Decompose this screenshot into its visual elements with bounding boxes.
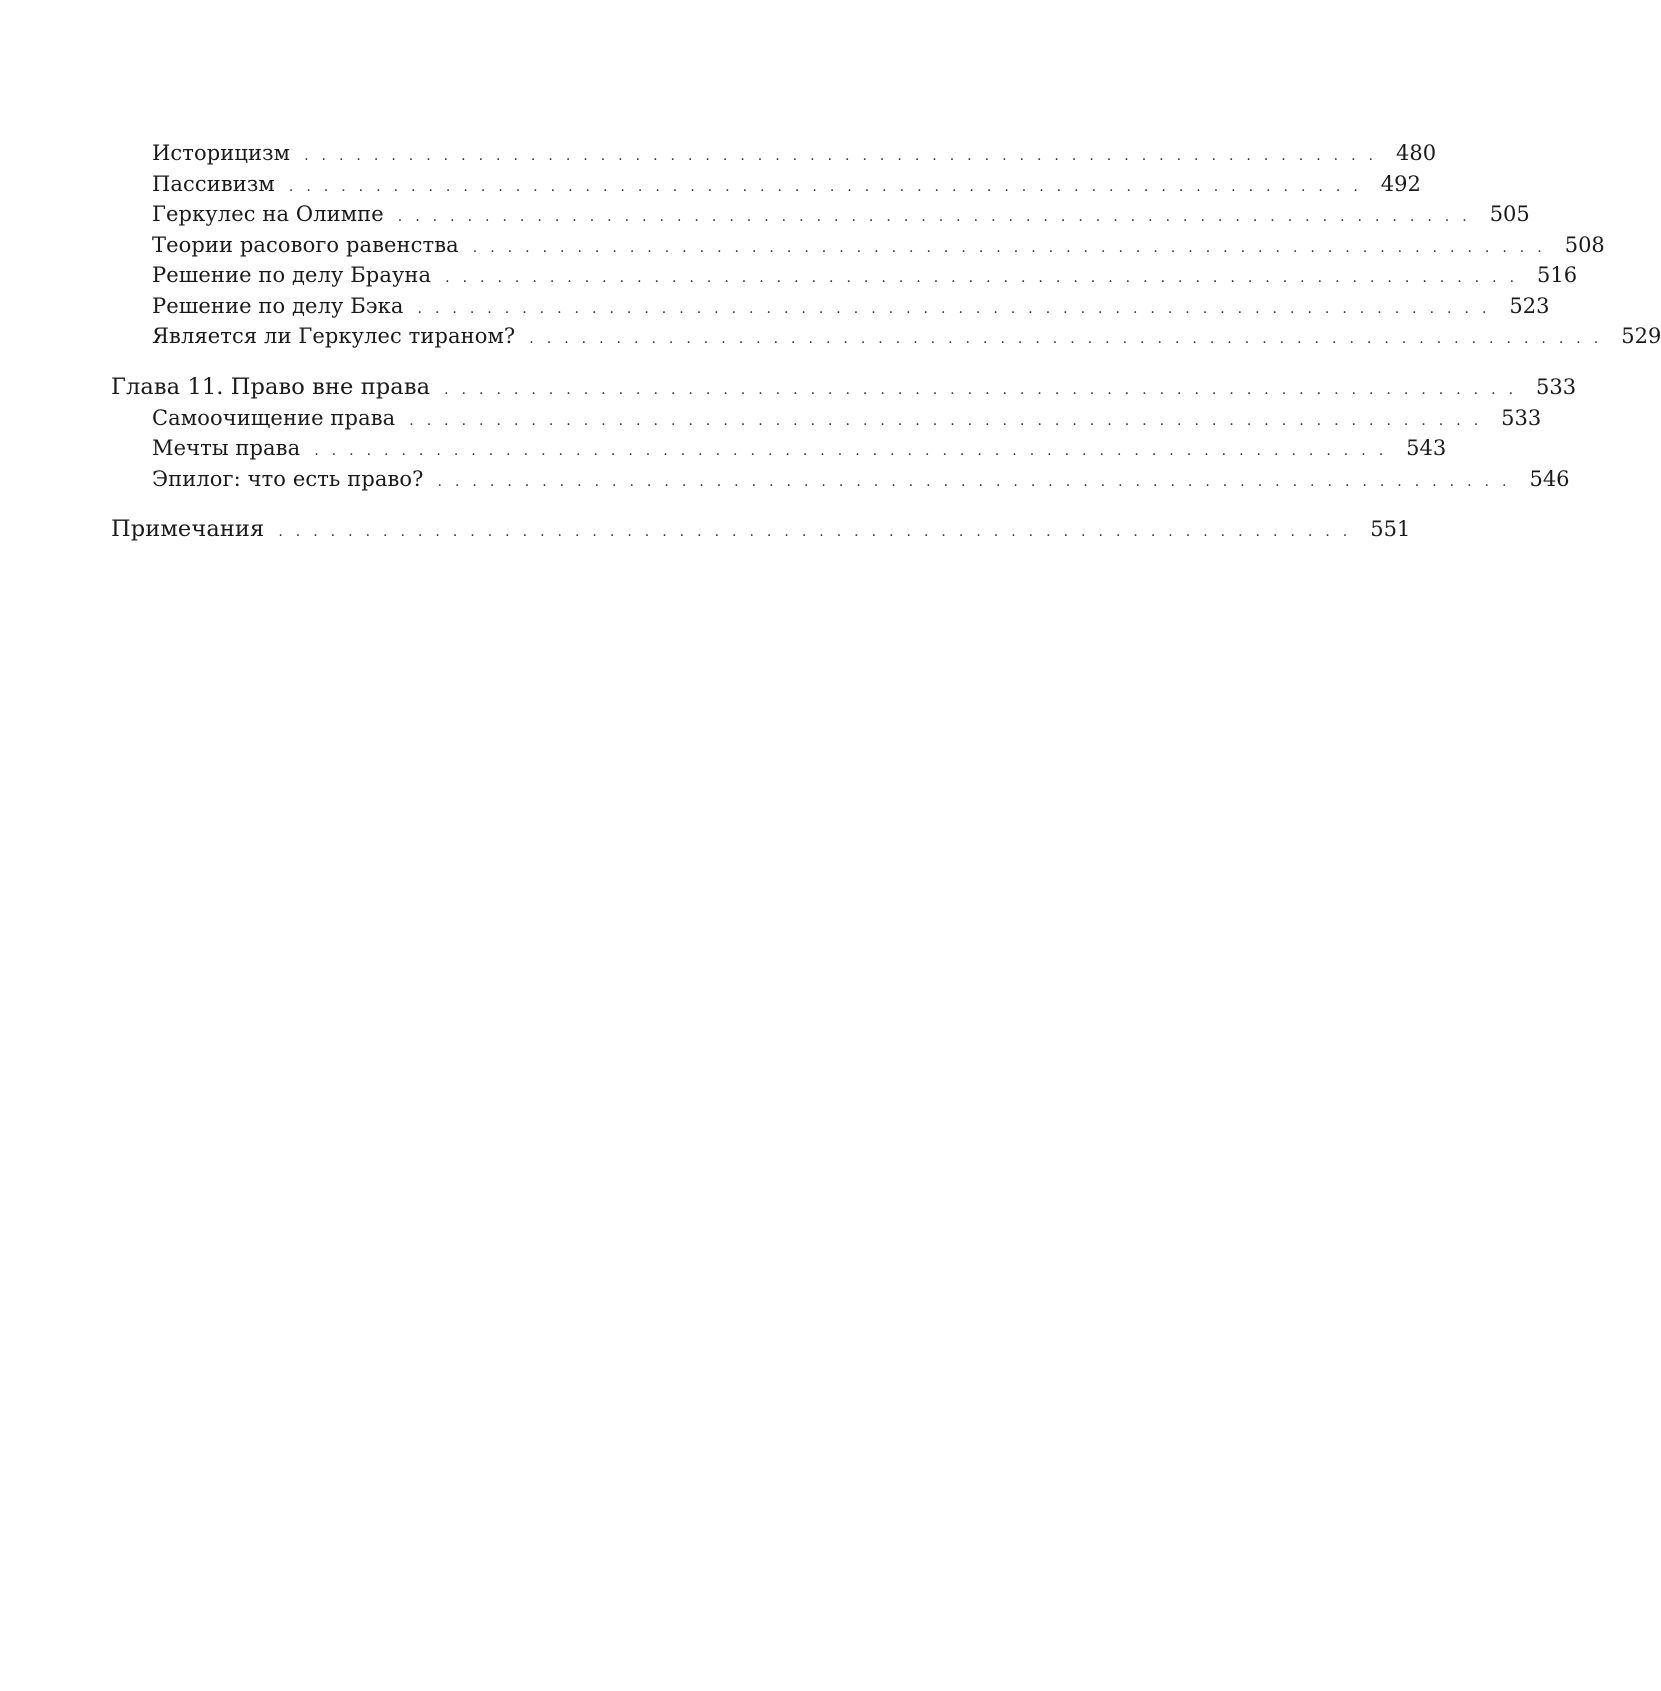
toc-chapter-entry[interactable]	[111, 372, 1577, 403]
dot-leader: ..............................................................	[397, 209, 1480, 225]
toc-entry[interactable]	[111, 433, 1447, 464]
toc-entry-page: 551	[1370, 517, 1411, 541]
dot-leader: ..............................................................	[409, 412, 1492, 429]
dot-leader: ..............................................................	[529, 331, 1612, 347]
toc-group	[111, 138, 1661, 352]
toc-entry-title: Мечты права	[152, 436, 301, 460]
toc-entry-title: Самоочищение права	[152, 405, 396, 430]
toc-entry-title: Теории расового равенства	[152, 232, 459, 257]
toc-entry-title: Глава 11. Право вне права	[111, 373, 431, 400]
toc-entry-page: 523	[1509, 293, 1550, 318]
toc-entry-title: Является ли Геркулес тираном?	[152, 324, 516, 348]
toc-entry[interactable]	[111, 138, 1437, 169]
toc-entry-title: Эпилог: что есть право?	[152, 466, 424, 491]
toc-entry[interactable]	[111, 321, 1661, 352]
toc-entry[interactable]	[111, 260, 1578, 291]
toc-entry-page: 543	[1406, 436, 1447, 460]
toc-group	[111, 372, 1577, 495]
toc-entry-title: Решение по делу Бэка	[152, 293, 404, 318]
toc-entry-page: 516	[1537, 263, 1578, 287]
dot-leader: ..............................................................	[472, 239, 1555, 256]
toc-entry[interactable]	[111, 230, 1605, 261]
toc-section-entry[interactable]	[111, 514, 1411, 545]
dot-leader: ..............................................................	[304, 148, 1386, 164]
toc-entry-page: 508	[1564, 232, 1605, 257]
toc-entry-title: Примечания	[111, 516, 265, 542]
dot-leader: ..............................................................	[314, 443, 1397, 459]
toc-entry-page: 529	[1621, 324, 1661, 348]
toc-entry-page: 505	[1489, 202, 1530, 226]
toc-entry-page: 546	[1529, 466, 1570, 491]
toc-entry-title: Геркулес на Олимпе	[152, 202, 384, 226]
toc-group	[111, 514, 1411, 545]
toc-entry-page: 480	[1396, 141, 1437, 165]
dot-leader: ..............................................................	[417, 300, 1500, 317]
toc-entry-page: 492	[1380, 171, 1421, 196]
toc-entry-page: 533	[1501, 405, 1542, 430]
toc-entry-title: Историцизм	[152, 141, 291, 165]
toc-entry[interactable]	[111, 169, 1421, 200]
dot-leader: ..............................................................	[437, 473, 1520, 490]
toc-entry-title: Решение по делу Брауна	[152, 263, 432, 287]
dot-leader: ..............................................................	[444, 381, 1527, 398]
toc-entry-title: Пассивизм	[152, 171, 275, 196]
dot-leader: ..............................................................	[288, 178, 1371, 195]
toc-entry-page: 533	[1536, 374, 1577, 399]
dot-leader: ..............................................................	[278, 524, 1361, 540]
toc-entry[interactable]	[111, 464, 1570, 495]
toc-entry[interactable]	[111, 403, 1542, 434]
toc-entry[interactable]	[111, 291, 1550, 322]
table-of-contents	[111, 138, 1661, 565]
dot-leader: ..............................................................	[445, 270, 1528, 286]
toc-entry[interactable]	[111, 199, 1530, 230]
